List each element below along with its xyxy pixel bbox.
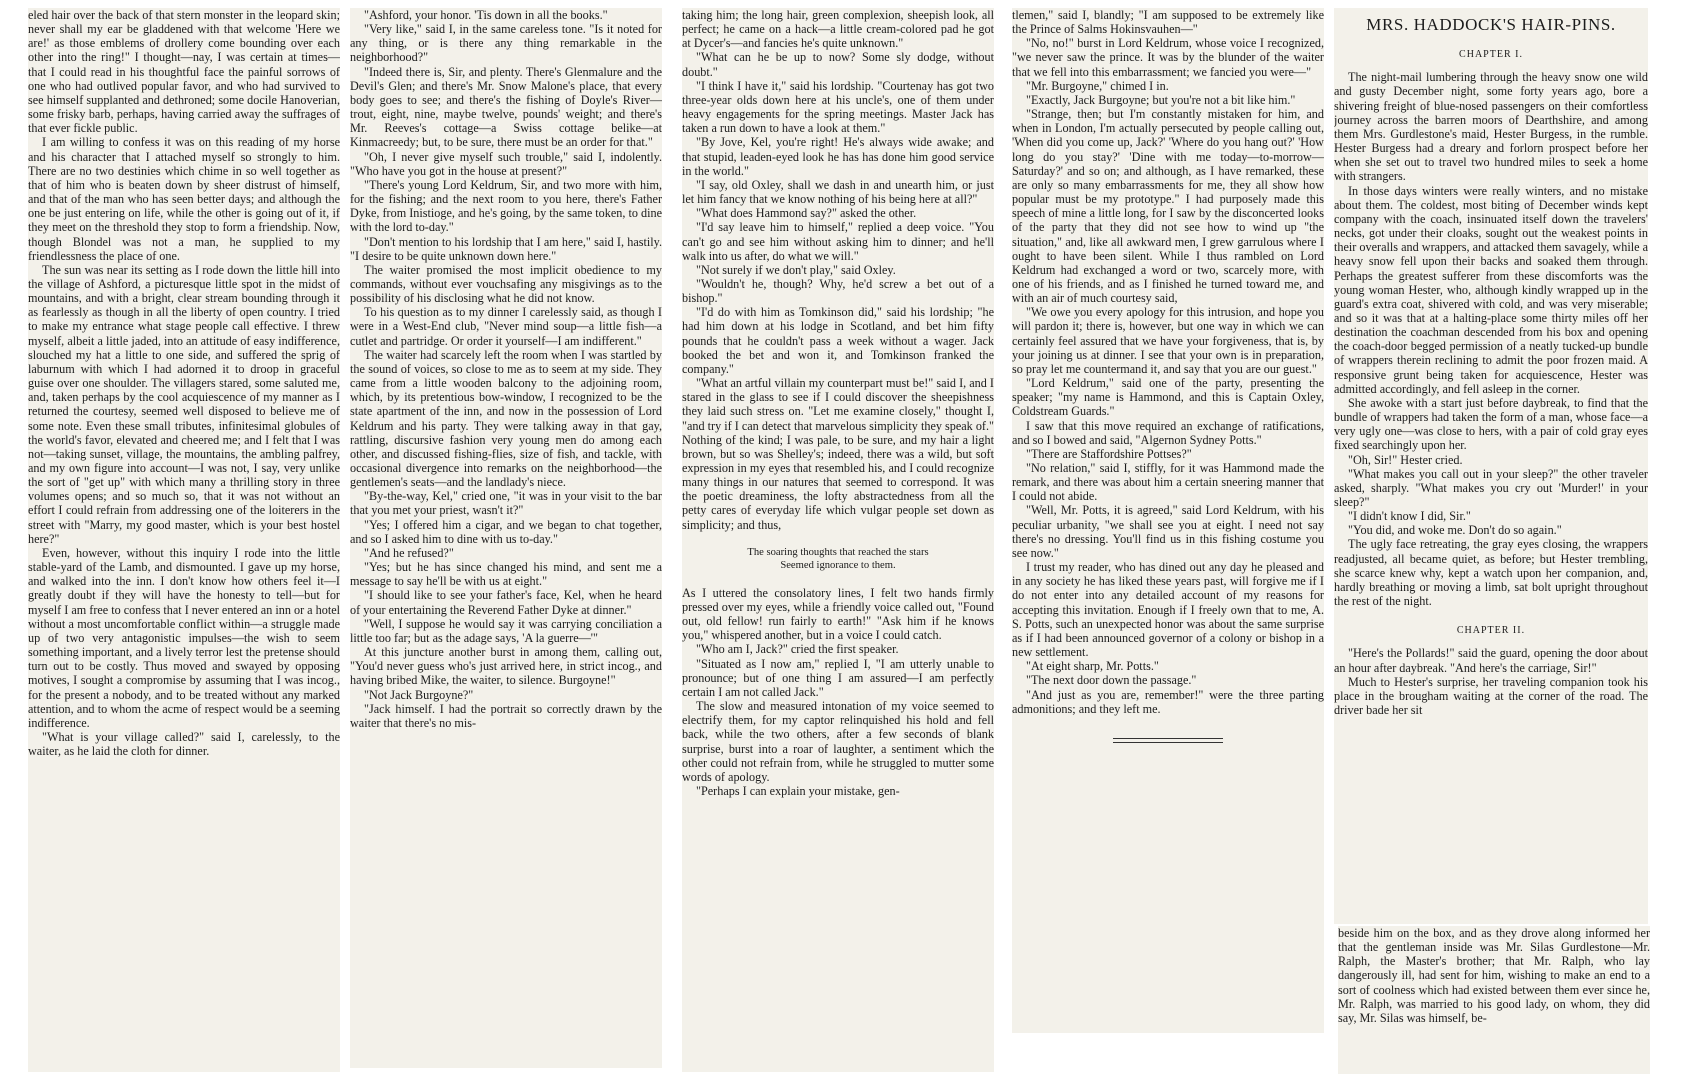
paragraph: "What does Hammond say?" asked the other. <box>696 206 917 221</box>
chapter-heading: CHAPTER I. <box>1459 49 1523 61</box>
paragraph: "What an artful villain my counterpart must be!" said I, and I stared in the glass to see if I could discover the sheepishness they laid such stress on. "Let me examine closely," thought I, "and try if I can detect that marvelous simplicity they speak of." Nothing of the kind; I was pale, to be sure, and my hair a light brown, but so was Shelley's; indeed, there was a wild, but soft expression in my eyes that resembled his, and I could recognize many things in our natures that seemed to correspond. It was the poetic dreaminess, the lofty abstractedness from all the petty cares of everyday life which vulgar people set down as simplicity; and thus, <box>682 376 994 532</box>
text-column-5-continuation <box>1338 926 1650 1074</box>
story-title: MRS. HADDOCK'S HAIR-PINS. <box>1366 15 1616 34</box>
paragraph: At this juncture another burst in among them, calling out, "You'd never guess who's just arrived here, in strict incog., and having bribed Mike, the waiter, to silence. Burgoyne!" <box>350 645 662 688</box>
paragraph: "Situated as I now am," replied I, "I am utterly unable to pronounce; but of one thing I am assured—I am perfectly certain I am not called Jack." <box>682 656 994 699</box>
paragraph: "I'd do with him as Tomkinson did," said his lordship; "he had him down at his lodge in Scotland, and bet him fifty pounds that he couldn't pass a week without a wager. Jack booked the bet and won it, and Tomkinson franked the company." <box>682 305 994 376</box>
paragraph: "What is your village called?" said I, carelessly, to the waiter, as he laid the cloth for dinner. <box>28 729 340 759</box>
paragraph: eled hair over the back of that stern monster in the leopard skin; never shall my ear be gladdened with that welcome 'Here we are!' as those emblems of drollery come bounding over each other into the ring!" I thought—nay, I was certain at times—that I could read in his thoughtful face the painful sorrows of one who had outlived popular favor, and who had survived to see himself supplanted and dethroned; some docile Hanoverian, some frisky barb, perhaps, having carried away the suffrages of that ever fickle public. <box>28 8 340 136</box>
paragraph: beside him on the box, and as they drove along informed her that the gentleman inside was Mr. Silas Gurdlestone—Mr. Ralph, the Master's brother; that Mr. Ralph, who lay dangerously ill, had sent for him, wishing to make an end to a sort of coolness which had existed between them ever since he, Mr. Ralph, was married to his good lady, on whom, they did say, Mr. Silas was himself, be- <box>1338 926 1650 1025</box>
paragraph: "I should like to see your father's face, Kel, when he heard of your entertaining the Reverend Father Dyke at dinner." <box>350 588 662 617</box>
paragraph: "Exactly, Jack Burgoyne; but you're not a bit like him." <box>1026 92 1296 107</box>
paragraph: "I didn't know I did, Sir." <box>1348 509 1471 524</box>
text-column-1 <box>28 8 340 1072</box>
paragraph: "Ashford, your honor. 'Tis down in all the books." <box>364 8 608 22</box>
chapter-heading: CHAPTER II. <box>1456 625 1526 637</box>
paragraph: "Very like," said I, in the same careless tone. "Is it noted for any thing, or is there any thing remarkable in the neighborhood?" <box>350 22 662 65</box>
paragraph: "Indeed there is, Sir, and plenty. There's Glenmalure and the Devil's Glen; and there's Mr. Snow Malone's place, that every body goes to see; and there's the fishing of Doyle's River—trout, eight, nine, maybe twelve, pounds' weight; and there's Mr. Reeves's cottage—a Swiss cottage belike—at Kinmacreedy; but, to be sure, there must be an order for that." <box>350 64 662 150</box>
paragraph: As I uttered the consolatory lines, I felt two hands firmly pressed over my eyes, while a friendly voice called out, "Found out, old fellow! run fairly to earth!" "Ask him if he knows you," whispered another, but in a voice I could catch. <box>682 585 994 643</box>
paragraph: I am willing to confess it was on this reading of my horse and his character that I attached myself so strongly to him. There are no two destinies which chime in so well together as that of him who is beaten down by sheer distrust of himself, and that of the man who has seen better days; and although the one be just entering on life, while the other is going out of it, if they meet on the threshold they stop to form a friendship. Now, though Blondel was not a man, he supplied to my friendlessness the place of one. <box>28 135 340 263</box>
paragraph: "By Jove, Kel, you're right! He's always wide awake; and that stupid, leaden-eyed look he has has done him good service in the world." <box>682 135 994 178</box>
paragraph: The waiter promised the most implicit obedience to my commands, without ever vouchsafing any misgivings as to the possibility of his disclosing what he did not know. <box>350 262 662 306</box>
paragraph: In those days winters were really winters, and no mistake about them. The coldest, most biting of December winds kept company with the coach, insinuated itself down the travelers' necks, got under their cloaks, sought out the weakest points in their overalls and wrappers, and attacked them savagely, while a heavy snow fell upon their backs and soaked them through. Perhaps the greatest sufferer from these discomforts was the young woman Hester, who, although kindly wrapped up in the guard's extra coat, shivered with cold, and was very miserable; and so it was that at a halting-place some thirty miles off her destination the coachman descended from his box and opening the coach-door begged permission of a neatly tucked-up bundle of wrappers therein reclining to admit the poor frozen maid. A responsive grunt being taken for acquiescence, Hester was admitted accordingly, and fell asleep in the corner. <box>1334 183 1648 396</box>
paragraph: The ugly face retreating, the gray eyes closing, the wrappers readjusted, all became quiet, as before; but Hester trembling, she scarce knew why, kept a watch upon her companion, and, hardly breathing or moving a limb, sat bolt upright throughout the rest of the night. <box>1334 537 1648 609</box>
verse-quote <box>682 546 994 572</box>
paragraph: I trust my reader, who has dined out any day he pleased and in any society he has liked these years past, will forgive me if I do not enter into any detailed account of my reasons for accepting this invitation. Enough if I freely own that to me, A. S. Potts, such an unexpected honor was about the same surprise as if I had been announced governor of a colony or bishop in a new settlement. <box>1012 560 1324 660</box>
paragraph: "At eight sharp, Mr. Potts." <box>1026 659 1159 674</box>
text-column-5 <box>1334 8 1648 924</box>
paragraph: She awoke with a start just before daybreak, to find that the bundle of wrappers had taken the form of a man, whose face—a very ugly one—was close to hers, with a pair of cold gray eyes fixed searchingly upon her. <box>1334 395 1648 453</box>
paragraph: "By-the-way, Kel," cried one, "it was in your visit to the bar that you met your priest, wasn't it?" <box>350 489 662 518</box>
paragraph: The sun was near its setting as I rode down the little hill into the village of Ashford, a picturesque little spot in the midst of mountains, and with a bright, clear stream bounding through it as fearlessly as though in all the liberty of open country. I tried to make my entrance what stage people call effective. I threw myself, albeit a little jaded, into an attitude of easy indifference, slouched my hat a little to one side, and suffered the sprig of laburnum with which I had adorned it to droop in graceful guise over one shoulder. The villagers stared, some saluted me, and, taken perhaps by the cool acquiescence of my manner as I returned the courtesy, seemed well disposed to believe me of some note. Even these small tributes, infinitesimal globules of the world's favor, elevated and cheered me; and I felt that I was not—taking sunset, village, the mountains, the ambling palfrey, and my own figure into account—I was not, I say, very unlike the sort of "get up" with which many a thrilling story in three volumes opens; and so much so, that it was not without an effort I could refrain from addressing one of the loiterers in the street with "Marry, my good master, which is your best hostel here?" <box>28 262 340 546</box>
paragraph: "Oh, I never give myself such trouble," said I, indolently. "Who have you got in the house at present?" <box>350 149 662 178</box>
paragraph: "Who am I, Jack?" cried the first speaker. <box>696 642 899 657</box>
text-column-3 <box>682 8 994 1072</box>
paragraph: To his question as to my dinner I carelessly said, as though I were in a West-End club, "Never mind soup—a little fish—a cutlet and partridge. Or order it yourself—I am indifferent." <box>350 305 662 348</box>
paragraph: "And just as you are, remember!" were the three parting admonitions; and they left me. <box>1012 687 1324 716</box>
text-column-4 <box>1012 8 1324 1033</box>
paragraph: "What makes you call out in your sleep?" the other traveler asked, sharply. "What makes you cry out 'Murder!' in your sleep?" <box>1334 466 1648 509</box>
paragraph: The night-mail lumbering through the heavy snow one wild and gusty December night, some forty years ago, bore a shivering freight of blue-nosed passengers on their comfortless journey across the barren moors of Dearthshire, and among them Mrs. Gurdlestone's maid, Hester Burgess, in the rumble. Hester Burgess had a dreary and forlorn prospect before her when she set out to travel two hundred miles to seek a home with strangers. <box>1334 70 1648 184</box>
paragraph: "And he refused?" <box>364 545 454 560</box>
paragraph: I saw that this move required an exchange of ratifications, and so I bowed and said, "Algernon Sydney Potts." <box>1012 418 1324 447</box>
paragraph: tlemen," said I, blandly; "I am supposed to be extremely like the Prince of Salms Hokinsvauhen—" <box>1012 8 1324 37</box>
paragraph: "I think I have it," said his lordship. "Courtenay has got two three-year olds down here at his uncle's, one of them under heavy engagements for the spring meetings. Master Jack has taken a run down to have a look at them." <box>682 78 994 136</box>
paragraph: Much to Hester's surprise, her traveling companion took his place in the brougham waiting at the corner of the road. The driver bade her sit <box>1334 674 1648 718</box>
paragraph: "There are Staffordshire Pottses?" <box>1026 446 1192 461</box>
paragraph: "No, no!" burst in Lord Keldrum, whose voice I recognized, "we never saw the prince. It was by the blunder of the waiter that we fell into this embarrassment; we fancied you were—" <box>1012 36 1324 79</box>
paragraph: "You did, and woke me. Don't do so again." <box>1348 523 1562 538</box>
text-column-2 <box>350 8 662 1068</box>
verse-line: Seemed ignorance to them. <box>780 559 896 571</box>
paragraph: "I say, old Oxley, shall we dash in and unearth him, or just let him fancy that we know nothing of his being here at all?" <box>682 177 994 207</box>
paragraph: "Well, I suppose he would say it was carrying conciliation a little too far; but as the adage says, 'A la guerre—'" <box>350 616 662 645</box>
paragraph: "Jack himself. I had the portrait so correctly drawn by the waiter that there's no mis- <box>350 701 662 730</box>
paragraph: "Strange, then; but I'm constantly mistaken for him, and when in London, I'm actually persecuted by people calling out, 'When did you come up, Jack?' 'Where do you hang out?' 'How long do you stay?' 'Dine with me today—to-morrow—Saturday?' and so on; and although, as I have remarked, these are only so many embarrassments for me, they all show how popular must be my prototype." I had purposely made this speech of mine a little long, for I saw by the disconcerted looks of the party that they did not see how to wind up "the situation," and, like all awkward men, I grew garrulous where I ought to have been silent. While I thus rambled on Lord Keldrum had exchanged a word or two, scarcely more, with one of his friends, and as I finished he turned toward me, and with an air of much courtesy said, <box>1012 107 1324 306</box>
paragraph: The slow and measured intonation of my voice seemed to electrify them, for my captor relinquished his hold and fell back, while the two others, after a few seconds of blank surprise, burst into a roar of laughter, a sentiment which the other could not refrain from, while he struggled to mutter some words of apology. <box>682 699 994 784</box>
paragraph: "Well, Mr. Potts, it is agreed," said Lord Keldrum, with his peculiar urbanity, "we shall see you at eight. I need not say there's no dressing. You'll find us in this fishing costume you see now." <box>1012 503 1324 560</box>
paragraph: "Not Jack Burgoyne?" <box>364 687 474 702</box>
paragraph: "Not surely if we don't play," said Oxley. <box>696 262 896 277</box>
paragraph: "Don't mention to his lordship that I am here," said I, hastily. "I desire to be quite unknown down here." <box>350 234 662 263</box>
paragraph: "I'd say leave him to himself," replied a deep voice. "You can't go and see him without asking him to dinner; and he'll walk into us after, do what we will." <box>682 220 994 263</box>
paragraph: Even, however, without this inquiry I rode into the little stable-yard of the Lamb, and dismounted. I gave up my horse, and walked into the inn. I don't know how others feel it—I greatly doubt if they will have the honesty to tell—but for myself I am free to confess that I never entered an inn or a hotel without a most uncomfortable conflict within—a struggle made up of two very antagonistic impulses—the wish to seem something important, and a lively terror lest the pretense should turn out to be costly. Thus moved and swayed by opposing motives, I sought a compromise by assuming that I was incog., for the present a nobody, and to be treated without any marked attention, and to whom the acme of respect would be a seeming indifference. <box>28 545 340 730</box>
paragraph: taking him; the long hair, green complexion, sheepish look, all perfect; he came on a hack—a little cream-colored pad he got at Dycer's—and fancies he's quite unknown." <box>682 8 994 51</box>
paragraph: "Oh, Sir!" Hester cried. <box>1348 452 1463 467</box>
paragraph: "Here's the Pollards!" said the guard, opening the door about an hour after daybreak. "And here's the carriage, Sir!" <box>1334 646 1648 675</box>
paragraph: "Yes; I offered him a cigar, and we began to chat together, and so I asked him to dine with us to-day." <box>350 517 662 546</box>
paragraph: "Perhaps I can explain your mistake, gen- <box>696 783 900 798</box>
paragraph: "Wouldn't he, though? Why, he'd screw a bet out of a bishop." <box>682 276 994 306</box>
paragraph: "Yes; but he has since changed his mind, and sent me a message to say he'll be with us at eight." <box>350 560 662 589</box>
paragraph: "What can he be up to now? Some sly dodge, without doubt." <box>682 50 994 79</box>
verse-line: The soaring thoughts that reached the stars <box>747 546 929 558</box>
section-end-rule <box>1113 738 1223 743</box>
paragraph: "The next door down the passage." <box>1026 673 1197 688</box>
paragraph: The waiter had scarcely left the room when I was startled by the sound of voices, so close to me as to seem at my side. They came from a little wooden balcony to the adjoining room, which, by its pretentious bow-window, I recognized to be the state apartment of the inn, and now in the possession of Lord Keldrum and his party. They were talking away in that gay, rattling, discursive fashion very young men do among each other, and discussed fishing-flies, size of fish, and tackle, with occasional divergence into remarks on the neighborhood—the gentlemen's seats—and the landlady's niece. <box>350 347 662 490</box>
paragraph: "Mr. Burgoyne," chimed I in. <box>1026 78 1169 93</box>
paragraph: "We owe you every apology for this intrusion, and hope you will pardon it; there is, however, but one way in which we can certainly feel assured that we have your forgiveness, that is, by your joining us at dinner. I see that your own is in preparation, so pray let me countermand it, and say that you are our guest." <box>1012 305 1324 376</box>
paragraph: "Lord Keldrum," said one of the party, presenting the speaker; "my name is Hammond, and this is Captain Oxley, Coldstream Guards." <box>1012 376 1324 419</box>
paragraph: "No relation," said I, stiffly, for it was Hammond made the remark, and there was about him a certain sneering manner that I could not abide. <box>1012 461 1324 504</box>
paragraph: "There's young Lord Keldrum, Sir, and two more with him, for the fishing; and the next room to you here, there's Father Dyke, from Inistioge, and he's going, by the same token, to dine with the lord to-day." <box>350 177 662 235</box>
